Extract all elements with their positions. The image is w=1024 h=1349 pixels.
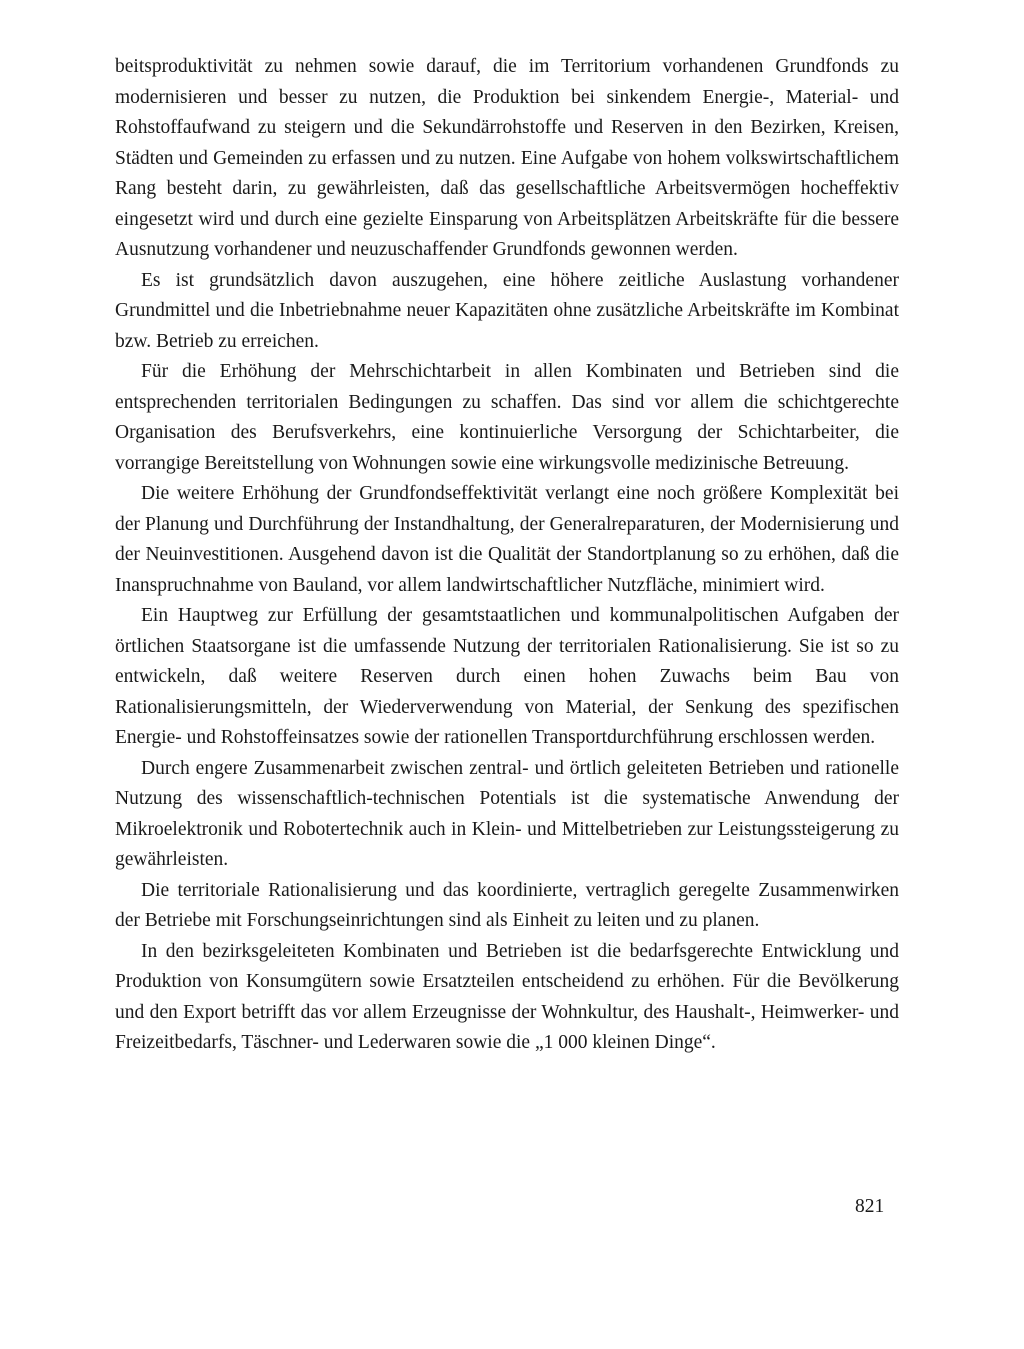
page-body xyxy=(115,52,899,1059)
paragraph-8: In den bezirksgeleiteten Kombinaten und Betrieben ist die bedarfsgerechte Entwicklung und Produktion von Konsumgütern sowie Ersatzteilen entscheidend zu erhöhen. Für die Bevölkerung und den Export betrifft das vor allem Erzeugnisse der Wohnkultur, des Haushalt-, Heimwerker- und Freizeitbedarfs, Täschner- und Lederwaren sowie die „1 000 kleinen Dinge“. xyxy=(115,940,899,1053)
paragraph-4: Die weitere Erhöhung der Grundfondseffektivität verlangt eine noch größere Komplexität bei der Planung und Durchführung der Instandhaltung, der Generalreparaturen, der Modernisierung und der Neuinvestitionen. Ausgehend davon ist die Qualität der Standortplanung so zu erhöhen, daß die Inanspruchnahme von Bauland, vor allem landwirtschaftlicher Nutzfläche, minimiert wird. xyxy=(115,483,899,596)
paragraph-5: Ein Hauptweg zur Erfüllung der gesamtstaatlichen und kommunalpolitischen Aufgaben der örtlichen Staatsorgane ist die umfassende Nutzung der territorialen Rationalisierung. Sie ist so zu entwickeln, daß weitere Reserven durch einen hohen Zuwachs beim Bau von Rationalisierungsmitteln, der Wiederverwendung von Material, der Senkung des spezifischen Energie- und Rohstoffeinsatzes sowie der rationellen Transportdurchführung erschlossen werden. xyxy=(115,605,899,748)
paragraph-6: Durch engere Zusammenarbeit zwischen zentral- und örtlich geleiteten Betrieben und rationelle Nutzung des wissenschaftlich-technischen Potentials ist die systematische Anwendung der Mikroelektronik und Robotertechnik auch in Klein- und Mittelbetrieben zur Leistungssteigerung zu gewährleisten. xyxy=(115,757,899,870)
paragraph-3: Für die Erhöhung der Mehrschichtarbeit in allen Kombinaten und Betrieben sind die entsprechenden territorialen Bedingungen zu schaffen. Das sind vor allem die schichtgerechte Organisation des Berufsverkehrs, eine kontinuierliche Versorgung der Schichtarbeiter, die vorrangige Bereitstellung von Wohnungen sowie eine wirkungsvolle medizinische Betreuung. xyxy=(115,361,899,474)
paragraph-1: beitsproduktivität zu nehmen sowie darauf, die im Territorium vorhandenen Grundfonds zu modernisieren und besser zu nutzen, die Produktion bei sinkendem Energie-, Material- und Rohstoffaufwand zu steigern und die Sekundärrohstoffe und Reserven in den Bezirken, Kreisen, Städten und Gemeinden zu erfassen und zu nutzen. Eine Aufgabe von hohem volkswirtschaftlichem Rang besteht darin, zu gewährleisten, daß das gesellschaftliche Arbeitsvermögen hocheffektiv eingesetzt wird und durch eine gezielte Einsparung von Arbeitsplätzen Arbeitskräfte für die bessere Ausnutzung vorhandener und neuzuschaffender Grundfonds gewonnen werden. xyxy=(115,56,899,260)
page-number: 821 xyxy=(855,1196,885,1217)
paragraph-7: Die territoriale Rationalisierung und das koordinierte, vertraglich geregelte Zusammenwirken der Betriebe mit Forschungseinrichtungen sind als Einheit zu leiten und zu planen. xyxy=(115,879,899,931)
paragraph-2: Es ist grundsätzlich davon auszugehen, eine höhere zeitliche Auslastung vorhandener Grundmittel und die Inbetriebnahme neuer Kapazitäten ohne zusätzliche Arbeitskräfte im Kombinat bzw. Betrieb zu erreichen. xyxy=(115,269,899,352)
